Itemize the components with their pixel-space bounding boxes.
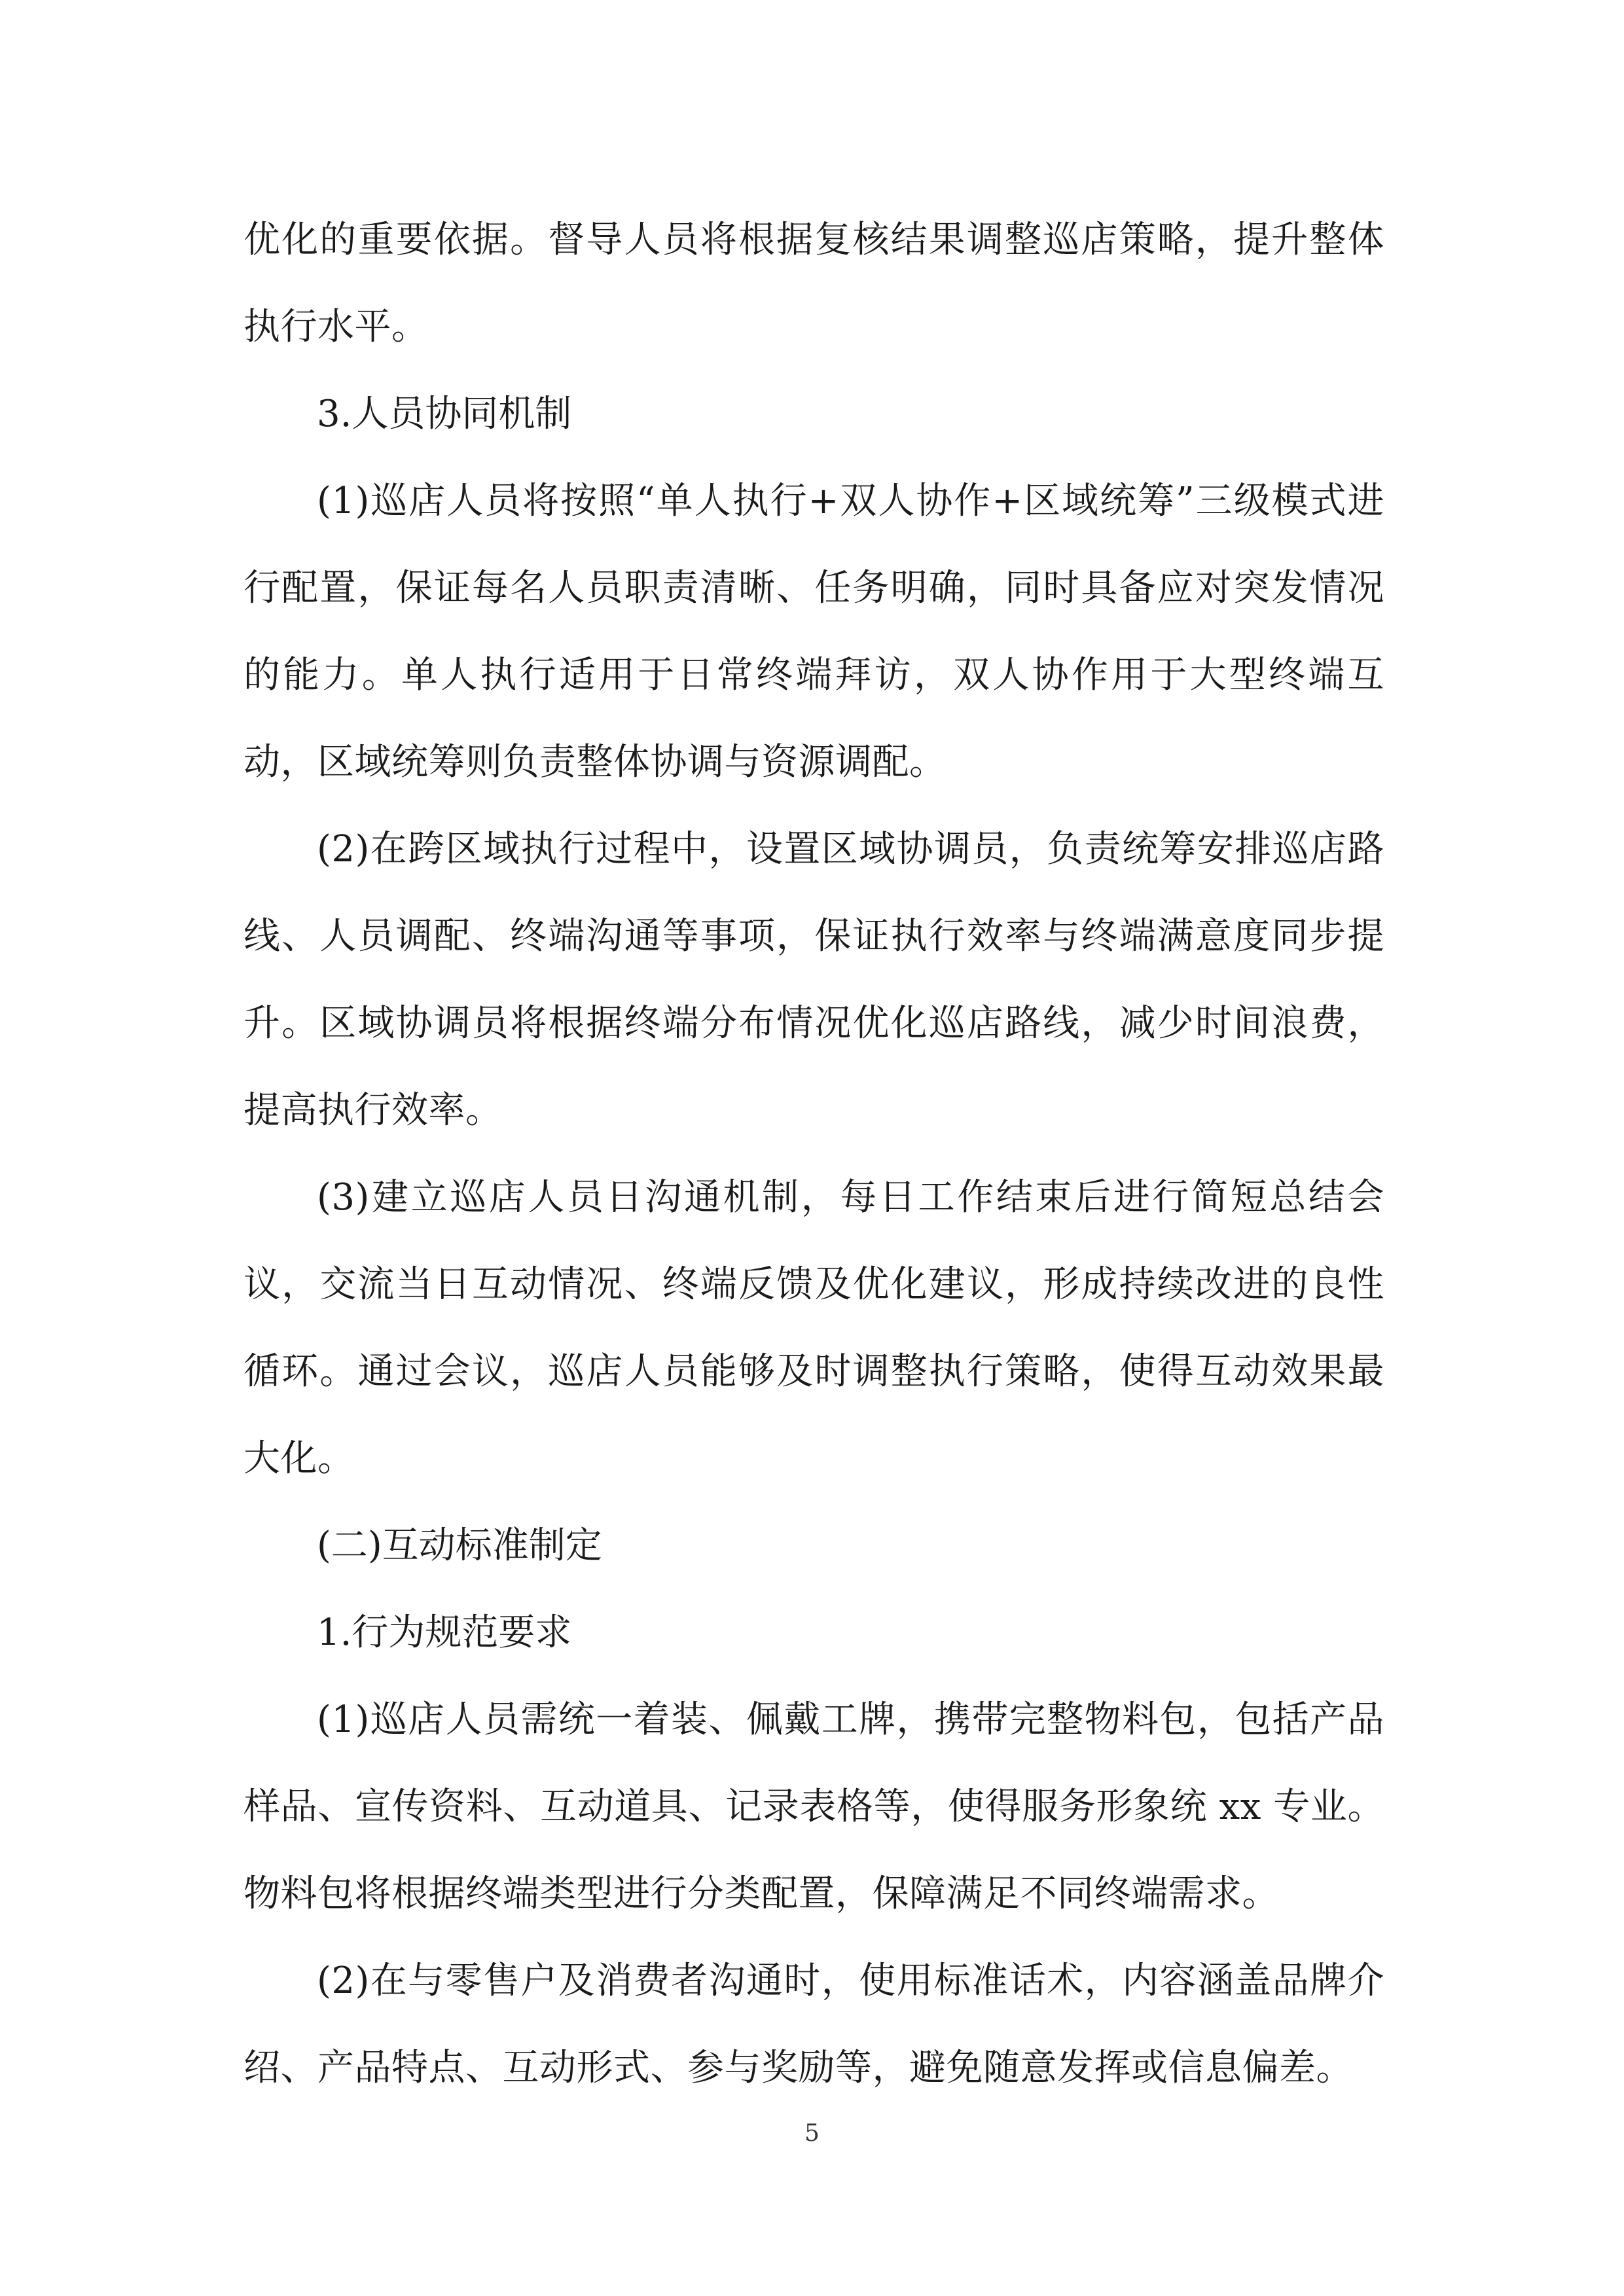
- paragraph-continuation: 优化的重要依据。督导人员将根据复核结果调整巡店策略，提升整体执行水平。: [244, 219, 1384, 348]
- paragraph-item-3: (3)建立巡店人员日沟通机制，每日工作结束后进行简短总结会议，交流当日互动情况、终端反馈及优化建议，形成持续改进的良性循环。通过会议，巡店人员能够及时调整执行策略，使得互动效果最大化。: [244, 1176, 1384, 1480]
- page-number: 5: [804, 2120, 820, 2147]
- section-heading-3: 3.人员协同机制: [317, 393, 572, 435]
- paragraph-behavior-1: (1)巡店人员需统一着装、佩戴工牌，携带完整物料包，包括产品样品、宣传资料、互动道具、记录表格等，使得服务形象统 xx 专业。物料包将根据终端类型进行分类配置，保障满足不同终端需求。: [244, 1698, 1384, 1915]
- subsection-heading-1: 1.行为规范要求: [317, 1611, 572, 1654]
- paragraph-behavior-2: (2)在与零售户及消费者沟通时，使用标准话术，内容涵盖品牌介绍、产品特点、互动形式、参与奖励等，避免随意发挥或信息偏差。: [244, 1960, 1384, 2089]
- section-heading-2: (二)互动标准制定: [317, 1524, 602, 1567]
- paragraph-item-2: (2)在跨区域执行过程中，设置区域协调员，负责统筹安排巡店路线、人员调配、终端沟通等事项，保证执行效率与终端满意度同步提升。区域协调员将根据终端分布情况优化巡店路线，减少时间浪费，提高执行效率。: [244, 828, 1384, 1132]
- paragraph-item-1: (1)巡店人员将按照“单人执行+双人协作+区域统筹”三级模式进行配置，保证每名人员职责清晰、任务明确，同时具备应对突发情况的能力。单人执行适用于日常终端拜访，双人协作用于大型终端互动，区域统筹则负责整体协调与资源调配。: [244, 480, 1384, 783]
- document-body: [244, 196, 1384, 2111]
